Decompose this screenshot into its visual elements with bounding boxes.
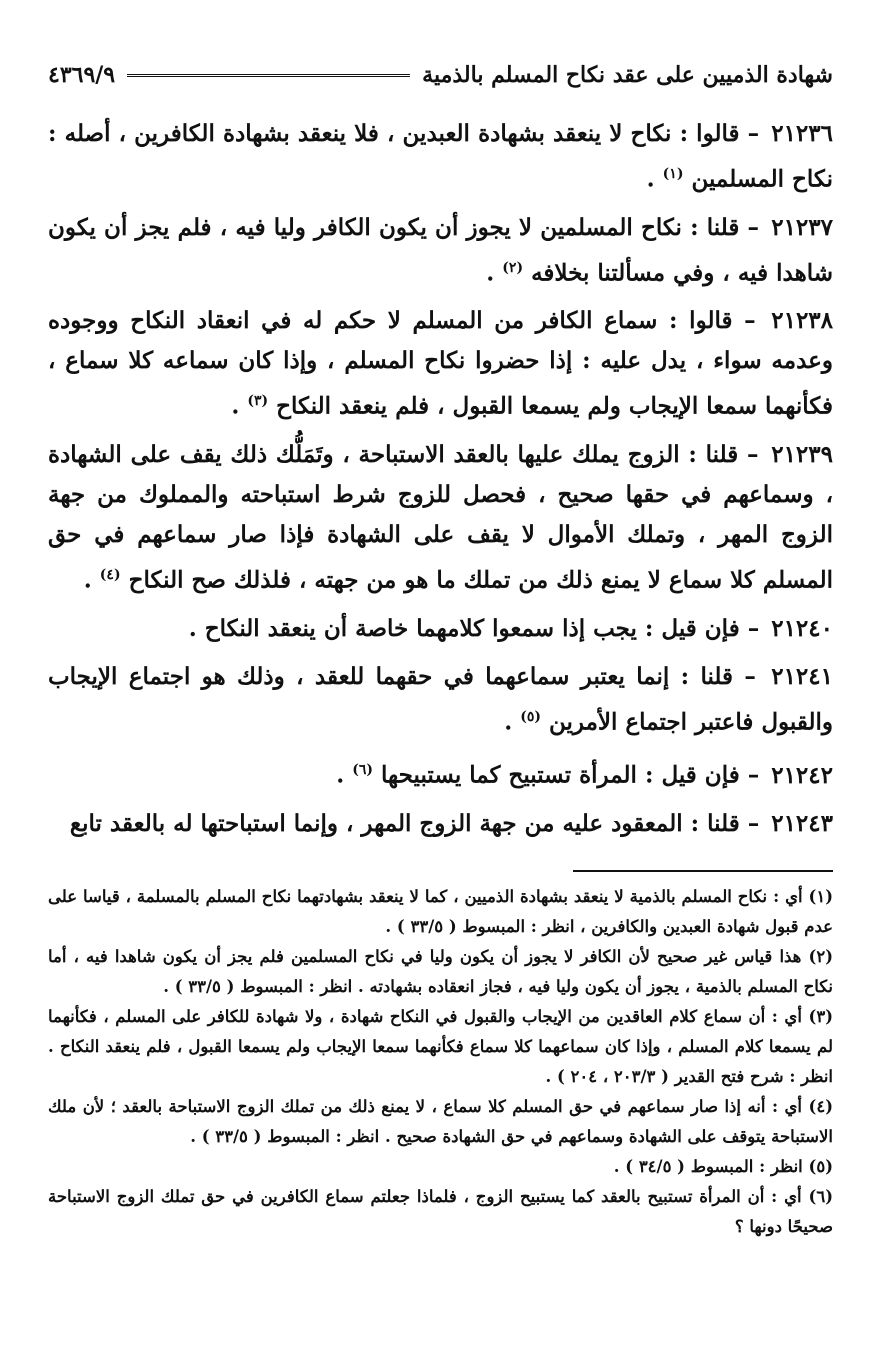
running-header <box>48 60 833 90</box>
footnote: (٥) انظر : المبسوط ( ٣٤/٥ ) . <box>613 1156 833 1176</box>
paragraph-end: . <box>336 761 353 789</box>
paragraph-number: ٢١٢٣٦ <box>771 120 833 147</box>
paragraph-number: ٢١٢٤٣ <box>771 809 833 837</box>
paragraph-text: – قلنا : المعقود عليه من جهة الزوج المهر ، وإنما استباحتها له بالعقد تابع <box>69 809 760 837</box>
paragraph <box>48 750 833 796</box>
paragraph <box>48 114 833 200</box>
paragraph-text: – قلنا : نكاح المسلمين لا يجوز أن يكون الكافر وليا فيه ، فلم يجز أن يكون شاهدا فيه ، وفي مسألتنا بخلافه <box>48 213 833 287</box>
footnote-ref: (١) <box>662 166 684 182</box>
paragraph-number: ٢١٢٣٨ <box>771 307 834 335</box>
footnote-ref: (٥) <box>520 708 541 725</box>
paragraph-end: . <box>83 566 100 594</box>
footnote: (٣) أي : أن سماع كلام العاقدين من الإيجاب والقبول في النكاح شهادة ، ولا شهادة للكافر على المسلم ، فكأنهما لم يسمعا كلام المسلم ، وإذا كان سماعهما كلا سماع فكأنهما سمعا الإيجاب ولم يسمعا القبول ، فلم ينعقد النكاح . انظر : شرح فتح القدير ( ٢٠٣/٣ ، ٢٠٤ ) . <box>48 1006 833 1086</box>
footnote: (٤) أي : أنه إذا صار سماعهم في حق المسلم كلا سماع ، لا يمنع ذلك من تملك الزوج الاستباحة بالعقد ؛ لأن ملك الاستباحة يتوقف على الشهادة وسماعهم في حق الشهادة صحيح . انظر : المبسوط ( ٣٣/٥ ) . <box>48 1096 833 1146</box>
paragraph-end: . <box>231 392 248 420</box>
footnote: (٦) أي : أن المرأة تستبيح بالعقد كما يستبيح الزوج ، فلماذا جعلتم سماع الكافرين في حق تملك الزوج الاستباحة صحيحًا دونها ؟ <box>48 1186 833 1236</box>
paragraph-text: – قلنا : إنما يعتبر سماعهما في حقهما للعقد ، وذلك هو اجتماع الإيجاب والقبول فاعتبر اجتماع الأمرين <box>48 662 833 736</box>
footnote-ref: (٢) <box>502 259 524 276</box>
paragraph-text: – فإن قيل : المرأة تستبيح كما يستبيحها <box>381 761 760 789</box>
paragraph-number: ٢١٢٤٠ <box>771 614 833 642</box>
paragraph <box>48 657 833 743</box>
paragraph-text: – قلنا : الزوج يملك عليها بالعقد الاستباحة ، وتَمَلُّك ذلك يقف على الشهادة ، وسماعهم في حقها صحيح ، فحصل للزوج شرط استباحته والمملوك من جهة الزوج المهر ، وتملك الأموال لا يقف على الشهادة فإذا صار سماعهم في حق المسلم كلا سماع لا يمنع ذلك من تملك ما هو من جهته ، فلذلك صح النكاح <box>48 440 833 594</box>
paragraph <box>48 804 833 844</box>
paragraph-text: – قالوا : نكاح لا ينعقد بشهادة العبدين ، فلا ينعقد بشهادة الكافرين ، أصله : نكاح المسلمين <box>48 120 833 193</box>
footnote: (٢) هذا قياس غير صحيح لأن الكافر لا يجوز أن يكون وليا في نكاح المسلمين فلم يجز أن يكون شاهدا فيه ، أما نكاح المسلم بالذمية ، يجوز أن يكون وليا فيه ، فجاز انعقاده بشهادته . انظر : المبسوط ( ٣٣/٥ ) . <box>48 946 833 996</box>
paragraph <box>48 435 833 601</box>
footnote-ref: (٤) <box>99 566 121 583</box>
main-text <box>48 114 833 844</box>
header-title: شهادة الذميين على عقد نكاح المسلم بالذمية <box>422 62 833 88</box>
page-number: ٤٣٦٩/٩ <box>48 62 116 88</box>
paragraph <box>48 609 833 649</box>
paragraph-text: – فإن قيل : يجب إذا سمعوا كلامهما خاصة أن ينعقد النكاح . <box>188 614 760 642</box>
paragraph-number: ٢١٢٤٢ <box>771 761 833 789</box>
paragraph-number: ٢١٢٣٩ <box>771 440 833 468</box>
paragraph-number: ٢١٢٣٧ <box>771 213 833 241</box>
paragraph-text: – قالوا : سماع الكافر من المسلم لا حكم له في انعقاد النكاح ووجوده وعدمه سواء ، يدل عليه : إذا حضروا نكاح المسلم ، وإذا كان سماعه كلا سماع ، فكأنهما سمعا الإيجاب ولم يسمعا القبول ، فلم ينعقد النكاح <box>48 307 833 420</box>
footnote: (١) أي : نكاح المسلم بالذمية لا ينعقد بشهادة الذميين ، كما لا ينعقد بشهادتهما نكاح المسلم بالمسلمة ، قياسا على عدم قبول شهادة العبدين والكافرين ، انظر : المبسوط ( ٣٣/٥ ) . <box>48 886 833 936</box>
header-rule <box>127 74 410 77</box>
paragraph-number: ٢١٢٤١ <box>771 662 833 690</box>
footnote-ref: (٣) <box>247 393 269 410</box>
document-page <box>48 60 833 1316</box>
footnote-ref: (٦) <box>352 762 374 779</box>
paragraph <box>48 208 833 294</box>
paragraph <box>48 301 833 427</box>
paragraph-end: . <box>504 708 521 736</box>
footnote-separator <box>573 870 833 872</box>
paragraph-end: . <box>486 259 503 287</box>
paragraph-end: . <box>646 165 663 193</box>
footnotes <box>48 882 833 1242</box>
